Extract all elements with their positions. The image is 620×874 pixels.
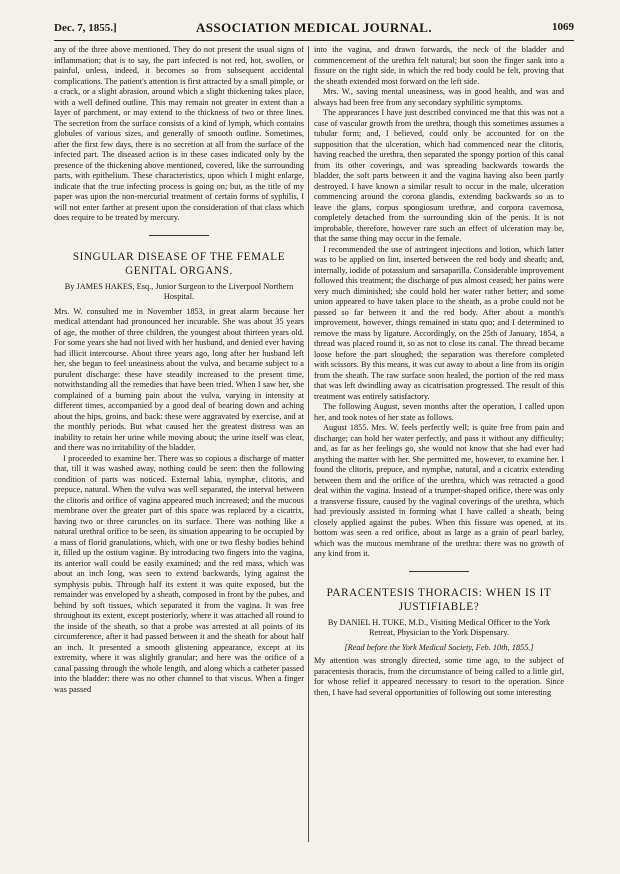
section-separator bbox=[409, 571, 469, 572]
section-separator bbox=[149, 235, 209, 236]
page-header bbox=[54, 18, 574, 41]
byline-hakes: By JAMES HAKES, Esq., Junior Surgeon to the Liverpool Northern Hospital. bbox=[64, 281, 294, 301]
continuation-paragraph: any of the three above mentioned. They do not present the usual signs of inflammation; that is to say, the part infected is not red, hot, swollen, or painful, unless, indeed, it becomes so from subsequent accidental complications. The patient's attention is first attracted by a small pimple, or a crack, or a slight abrasion, around which a slight thickening takes place, with a well defined outline. This may remain not greater in extent than a layer of parchment, or may extend to the thickness of two or three lines. The secretion from the surface consists of a kind of lymph, which contains globules of various sizes, and generally of smooth outline. Sometimes, after the first few days, there is no secretion at all from the surface of the infected part. The diseased action is in these cases indicated only by the presence of the thickening above mentioned, covered, like the surrounding parts, with epithelium. These characteristics, upon which I might enlarge, indicate that the true infecting process is going on; but, as the title of my paper was upon the non-mercurial treatment of certain forms of syphilis, I will not enter farther at present upon the consideration of that class which does require to be treated by mercury. bbox=[54, 45, 304, 222]
article-title-hakes: SINGULAR DISEASE OF THE FEMALE GENITAL ORGANS. bbox=[72, 250, 286, 277]
paragraph: The following August, seven months after the operation, I called upon her, and took notes of her state as follows. bbox=[314, 402, 564, 422]
issue-date: Dec. 7, 1855.] bbox=[54, 22, 117, 34]
paragraph: I recommended the use of astringent injections and lotion, which latter was to be applied on lint, inserted between the red body and sheath; and, internally, iodide of potassium and sarsaparilla. Considerable improvement followed this treatment; the discharge of pus almost ceased; her pains were very much diminished; she could hold her water rather better; and some union appeared to have taken place to the sheath, as a probe could not be passed so far between it and the red body. After about a month's improvement, however, things remained in statu quo; and I determined to remove the mass by ligature. Accordingly, on the 25th of January, 1854, a thread was placed round it, so as not to close its canal. The thread became loose before the part sloughed; the separation was therefore completed with scissors. By this means, it was cut away to about a line from its origin from the sheath. The raw surface soon healed, the portion of the red mass that was left dwindling away as cicatrisation progressed. The result of this treatment was entirely satisfactory. bbox=[314, 244, 564, 401]
column-divider bbox=[308, 46, 309, 842]
page-number: 1069 bbox=[552, 21, 574, 33]
paragraph: Mrs. W., saving mental uneasiness, was in good health, and was and always had been free from any secondary syphilitic symptoms. bbox=[314, 87, 564, 107]
article-title-tuke: PARACENTESIS THORACIS: WHEN IS IT JUSTIFIABLE? bbox=[326, 586, 552, 613]
paragraph: My attention was strongly directed, some time ago, to the subject of paracentesis thoracis, from the circumstance of being called to a little girl, for whose relief it appeared necessary to resort to the operation. Since then, I have had several opportunities of following out some interesting bbox=[314, 656, 564, 697]
read-note: [Read before the York Medical Society, Feb. 10th, 1855.] bbox=[344, 642, 534, 652]
paragraph: August 1855. Mrs. W. feels perfectly well; is quite free from pain and discharge; can hold her water perfectly, and pass it without any difficulty; and, as far as her feelings go, she would not know that she had ever had anything the matter with her. She permitted me, however, to examine her. I found the clitoris, prepuce, and nymphæ, natural, and a cicatrix extending between them and the orifice of the urethra, which was retracted a good deal within the vagina. Instead of a trumpet-shaped orifice, there was only a transverse fissure, caused by the vaginal coverings of the urethra, which had previously assisted in forming what I have called a sheath, being closely applied against the pubes. When this fissure was opened, at its bottom was seen a red orifice, about as large as a grain of pearl barley, which was the mucous membrane of the urethra: there was no growth of any kind from it. bbox=[314, 423, 564, 558]
paragraph: I proceeded to examine her. There was so copious a discharge of matter that, till it was washed away, nothing could be seen: then the following condition of parts was noticed. External labia, nymphæ, clitoris, and prepuce, natural. When the vulva was well separated, the interval between the clitoris and orifice of vagina appeared much increased; and the mucous membrane over the greater part of this space was replaced by a cicatrix, having two or three caruncles on its surface. There was nothing like a natural urethral orifice to be seen, its situation appearing to be occupied by a mass of florid granulations, which, with one or two fleshy bodies behind it, filled up the ostium vaginæ. By introducing two fingers into the vagina, its anterior wall could be easily examined; and the red mass, which was about an inch long, was seen to extend backwards, lying against the symphysis pubis. Through half its extent it was quite exposed, but the remainder was enveloped by a sheath, composed in front by the pubes, and behind by soft tissues, which separated it from the vagina. It was free throughout its extent, except posteriorly, where it was attached all round to the inside of the sheath, so that a probe was arrested at all points of its circumference, after it had passed between it and the sheath for about half an inch. It presented a smooth glistening appearance, except at its extremity, where it was slightly granular; and here was the orifice of a canal passing through the whole length, and along which a catheter passed into the bladder: there was no other channel to that viscus. When a finger was passed bbox=[54, 453, 304, 694]
paragraph: into the vagina, and drawn forwards, the neck of the bladder and commencement of the urethra felt natural; but soon the finger sank into a fissure on the right side, in which the red body could be felt, proving that the sheath extended most forward on the left side. bbox=[314, 45, 564, 86]
left-column bbox=[54, 45, 304, 695]
journal-title: ASSOCIATION MEDICAL JOURNAL. bbox=[196, 20, 432, 35]
paragraph: The appearances I have just described convinced me that this was not a case of vascular growth from the urethra, though this sometimes assumes a tubular form; and, I believed, could only be accounted for on the supposition that the ulceration, which had commenced near the clitoris, having reached the urethra, then separated the spongy portion of this canal from its other coverings, and was spreading backwards towards the bladder, the soft parts between it and the vagina having also been partly destroyed. I have known a similar result to occur in the male, ulceration commencing around the corona glandis, extending backwards so as to leave the glans, corpus spongiosum urethræ, and corpora cavernosa, completely detached from the surrounding skin of the penis. It is not improbable, therefore, however rare such an effect of ulceration may be, that the same thing may occur in the female. bbox=[314, 108, 564, 243]
paragraph: Mrs. W. consulted me in November 1853, in great alarm because her medical attendant had pronounced her incurable. She was about 35 years of age, the mother of three children, the youngest about thirteen years old. For some years she had not lived with her husband, and denied ever having had illicit intercourse. About three years ago, long after her husband left her, she began to feel uneasiness about the vulva, and became subject to a purulent discharge: these have steadily increased to the present time, notwithstanding all the remedies that have been tried. When I saw her, she complained of a burning pain about the vulva, varying in intensity at different times, accompanied by a good deal of bearing down and aching about the hips, groins, and back: these were aggravated by exercise, and at the monthly periods. But what caused her the greatest distress was an inability to retain her urine while moving about; the urine itself was clear, and there was no irritability of the bladder. bbox=[54, 306, 304, 452]
byline-tuke: By DANIEL H. TUKE, M.D., Visiting Medical Officer to the York Retreat, Physician to the York Dispensary. bbox=[327, 617, 551, 637]
right-column bbox=[314, 45, 564, 698]
